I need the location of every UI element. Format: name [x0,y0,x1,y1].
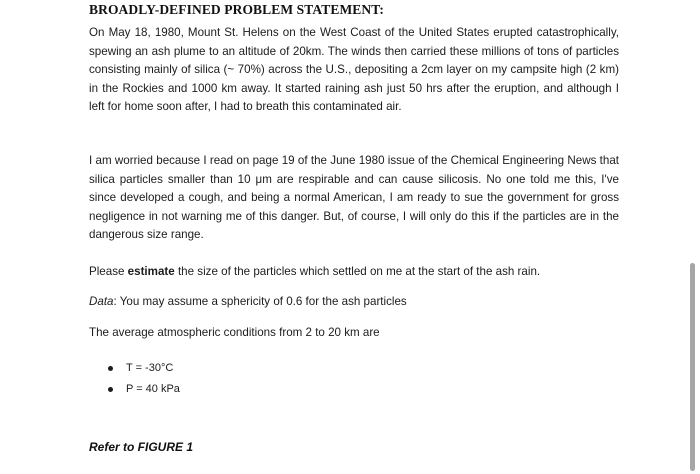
estimate-keyword: estimate [127,265,175,278]
condition-item [108,358,180,379]
conditions-list [108,358,180,400]
condition-item [108,379,180,400]
figure-reference: Refer to FIGURE 1 [89,440,194,454]
problem-heading: BROADLY-DEFINED PROBLEM STATEMENT: [89,2,384,17]
paragraph-concern: I am worried because I read on page 19 of the June 1980 issue of the Chemical Engineering News that silica particles smaller than 10 μm are respirable and can cause silicosis. No one told me this, I've since developed a cough, and being a normal American, I am ready to sue the government for gross negligence in not warning me of this danger. But, of course, I will only do this if the particles are in the dangerous size range. [89,154,619,242]
data-note [89,293,407,311]
estimate-prefix: Please [89,265,128,278]
atmosphere-intro: The average atmospheric conditions from 2 to 20 km are [89,326,380,339]
bullet-icon [108,387,113,392]
estimate-instruction [89,263,540,281]
data-label: Data [89,295,114,308]
data-text: : You may assume a sphericity of 0.6 for the ash particles [113,295,407,308]
paragraph-eruption: On May 18, 1980, Mount St. Helens on the West Coast of the United States erupted catastrophically, spewing an ash plume to an altitude of 20km. The winds then carried these millions of tons of particles consisting mainly of silica (~ 70%) across the U.S., depositing a 2cm layer on my campsite high (2 km) in the Rockies and 1000 km away. It started raining ash just 50 hrs after the eruption, and although I left for home soon after, I had to breath this contaminated air. [89,26,619,114]
estimate-suffix: the size of the particles which settled on me at the start of the ash rain. [174,265,541,278]
condition-temperature: T = -30°C [126,362,174,374]
condition-pressure: P = 40 kPa [126,383,180,395]
bullet-icon [108,366,113,371]
scrollbar-thumb[interactable] [690,263,695,471]
